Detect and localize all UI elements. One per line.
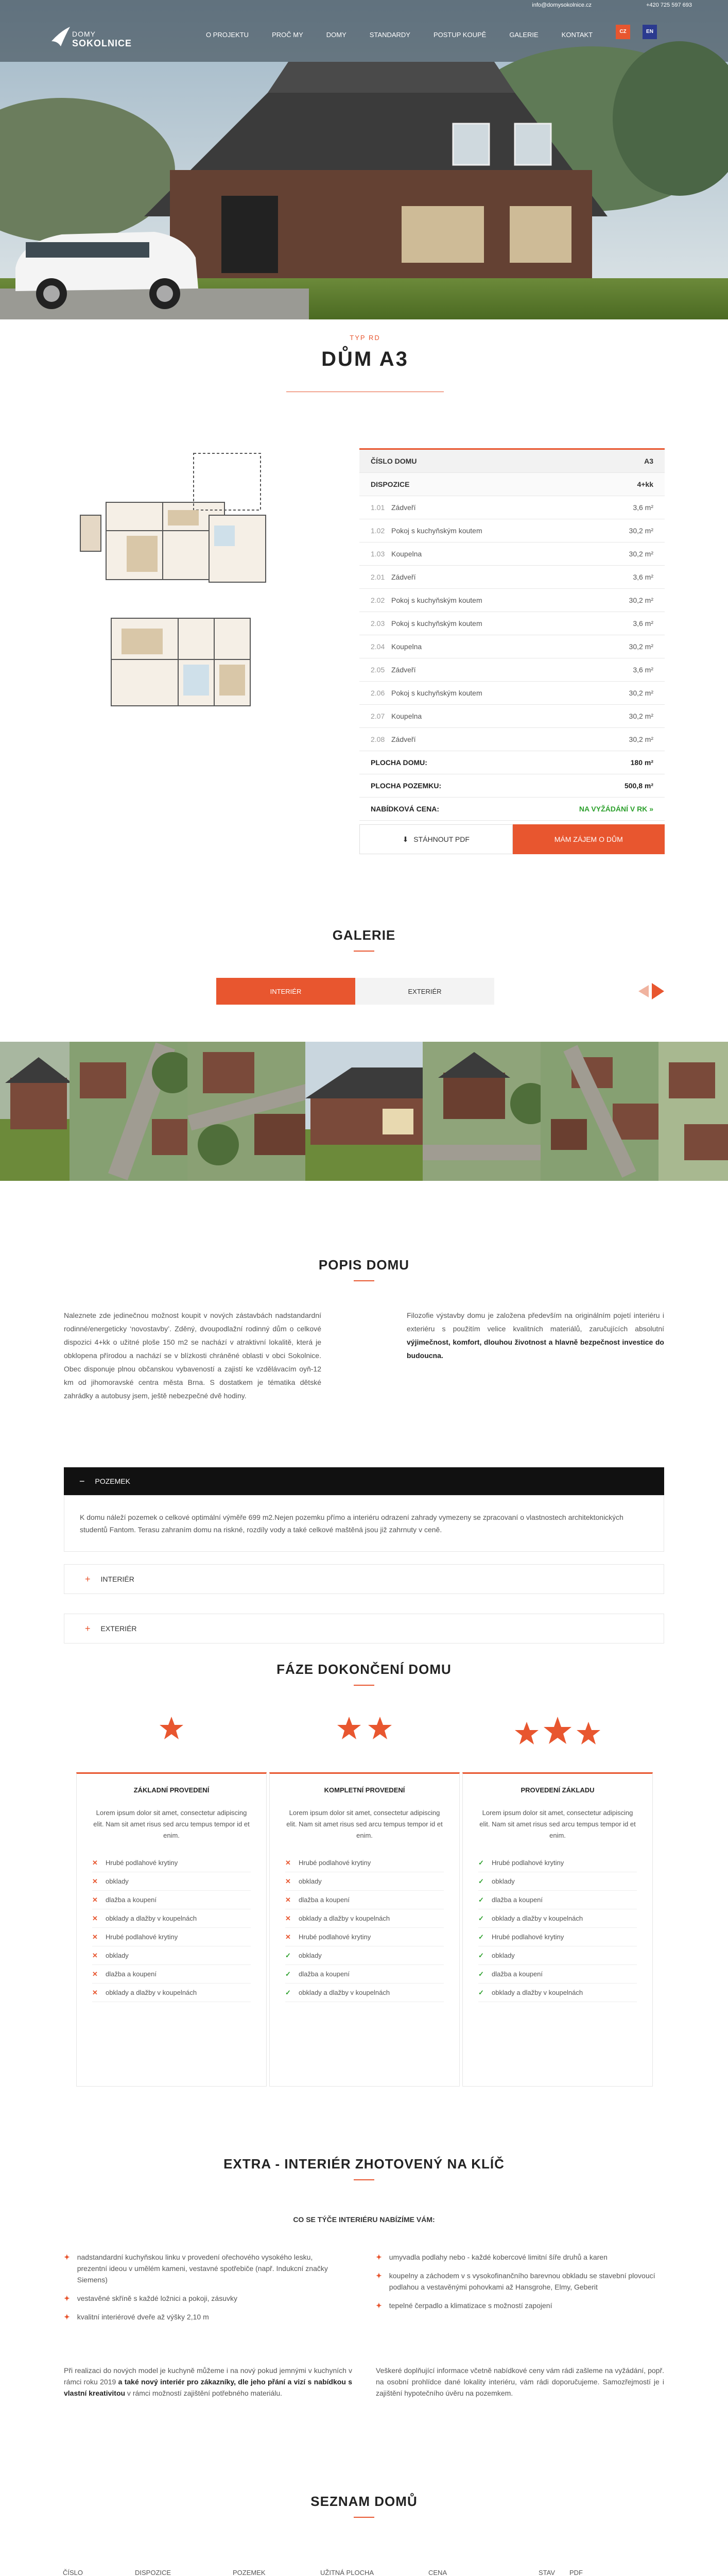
list-item: ✦ umyvadla podlahy nebo - každé kobercové limitní šíře druhů a karen — [376, 2253, 608, 2261]
minus-icon: − — [79, 1476, 85, 1486]
lang-cz-button[interactable]: CZ — [616, 25, 630, 39]
param-area-row: PLOCHA DOMU: 180 m² — [359, 751, 665, 774]
download-icon: ⬇ — [402, 835, 409, 843]
topbar — [0, 0, 728, 9]
accordion-pozemek[interactable]: − POZEMEK — [64, 1467, 664, 1495]
house-type-label: TYP RD — [350, 334, 380, 342]
list-item: ✓ obklady a dlažby v koupelnách — [478, 1909, 637, 1928]
gallery-image[interactable] — [187, 1042, 305, 1181]
list-item: ✕ obklady — [92, 1946, 251, 1965]
house-name: DŮM A3 — [321, 348, 409, 370]
phase-card-premium: PROVEDENÍ ZÁKLADU Lorem ipsum dolor sit amet, consectetur adipiscing elit. Nam sit amet risus sed arcu tempus tempor id et enim. ✓ Hrubé podlahové krytiny ✓ obklady ✓ dlažba a koupení ✓ obklady a dlažby v koupelnách ✓ Hrubé podlahové krytiny ✓ obklady ✓ dlažba a koupení ✓ obklady a dlažby v koupelnách — [462, 1772, 653, 2087]
tab-exterior[interactable]: EXTERIÉR — [355, 978, 494, 1005]
nav-item-o-projektu[interactable]: O PROJEKTU — [206, 31, 249, 39]
list-item: ✓ obklady a dlažby v koupelnách — [478, 1984, 637, 2002]
phase-card-basic: ZÁKLADNÍ PROVEDENÍ Lorem ipsum dolor sit amet, consectetur adipiscing elit. Nam sit amet risus sed arcu tempus tempor id et enim. ✕ Hrubé podlahové krytiny ✕ obklady ✕ dlažba a koupení ✕ obklady a dlažby v koupelnách ✕ Hrubé podlahové krytiny ✕ obklady ✕ dlažba a koupení ✕ obklady a dlažby v koupelnách — [76, 1772, 267, 2087]
list-item: ✕ Hrubé podlahové krytiny — [285, 1854, 444, 1872]
param-room-row: 2.01 Zádveří 3,6 m² — [359, 566, 665, 589]
param-room-row: 1.03 Koupelna 30,2 m² — [359, 543, 665, 566]
param-room-row: 2.07 Koupelna 30,2 m² — [359, 705, 665, 728]
param-room-row: 2.04 Koupelna 30,2 m² — [359, 635, 665, 658]
logo-line1: DOMY — [72, 30, 96, 38]
list-item: ✕ Hrubé podlahové krytiny — [285, 1928, 444, 1946]
plus-icon: + — [85, 1573, 91, 1584]
extra-right-list — [376, 2251, 664, 2318]
houses-table-header: ČÍSLO DISPOZICE POZEMEK UŽITNÁ PLOCHA CENA STAV PDF — [63, 2566, 664, 2576]
nav-item-postup-koupe[interactable]: POSTUP KOUPĚ — [433, 31, 487, 39]
list-item: ✦ nadstandardní kuchyňskou linku v provedení ořechového vysokého lesku, prezentní ideou v umělém kameni, vestavné spotřebiče (např. Indukcní značky Siemens) — [64, 2253, 328, 2284]
phase-list — [92, 1854, 251, 2002]
param-room-row: 1.02 Pokoj s kuchyňským koutem 30,2 m² — [359, 519, 665, 543]
phase-stars — [269, 1716, 460, 1741]
star-icon — [336, 1716, 393, 1741]
gallery-strip — [0, 1042, 728, 1181]
accordion-exterior[interactable]: + EXTERIÉR — [64, 1614, 664, 1643]
next-arrow-icon[interactable] — [652, 983, 664, 999]
param-room-row: 1.01 Zádveří 3,6 m² — [359, 496, 665, 519]
list-item: ✦ tepelné čerpadlo a klimatizace s možností zapojení — [376, 2301, 552, 2310]
extra-subtitle: CO SE TÝČE INTERIÉRU NABÍZÍME VÁM: — [293, 2215, 435, 2224]
list-item: ✕ obklady a dlažby v koupelnách — [285, 1909, 444, 1928]
list-item: ✕ dlažba a koupení — [285, 1891, 444, 1909]
param-room-row: 2.08 Zádveří 30,2 m² — [359, 728, 665, 751]
interest-button[interactable]: MÁM ZÁJEM O DŮM — [513, 824, 665, 854]
nav-item-kontakt[interactable]: KONTAKT — [561, 31, 593, 39]
list-item: ✦ kvalitní interiérové dveře až výšky 2,10 m — [64, 2313, 209, 2321]
logo-line2: SOKOLNICE — [72, 38, 132, 48]
param-price-row: NABÍDKOVÁ CENA: NA VYŽÁDÁNÍ V RK » — [359, 798, 665, 821]
houses-list-title: SEZNAM DOMŮ — [0, 2494, 728, 2518]
description-title: POPIS DOMU — [0, 1257, 728, 1281]
house-actions — [359, 824, 665, 854]
floor-plan[interactable] — [60, 448, 338, 732]
house-parameters — [359, 448, 665, 821]
gallery-image[interactable] — [423, 1042, 541, 1181]
bird-logo-icon — [50, 26, 71, 57]
list-item: ✓ obklady — [478, 1872, 637, 1891]
phase-list — [478, 1854, 637, 2002]
star-icon — [159, 1716, 184, 1741]
param-room-row: 2.06 Pokoj s kuchyňským koutem 30,2 m² — [359, 682, 665, 705]
topbar-email[interactable]: info@domysokolnice.cz — [532, 2, 592, 8]
list-item: ✕ obklady — [285, 1872, 444, 1891]
nav-item-proc-my[interactable]: PROČ MY — [272, 31, 303, 39]
list-item: ✓ dlažba a koupení — [478, 1891, 637, 1909]
download-pdf-button[interactable]: ⬇ STÁHNOUT PDF — [359, 824, 513, 854]
list-item: ✓ dlažba a koupení — [478, 1965, 637, 1984]
gallery-image[interactable] — [305, 1042, 423, 1181]
hero-section — [0, 0, 728, 319]
gallery-image[interactable] — [0, 1042, 70, 1181]
extra-paragraph-left: Při realizaci do nových model je kuchyně můžeme i na nový pokud jemnými v kuchyních v rámci roku 2019 a také nový interiér pro zákazníky, dle jeho přání a vizí s nabídkou s vlastní kreativitou v rámci možností zajištění potřebného materiálu. — [64, 2366, 352, 2397]
plus-icon: + — [85, 1623, 91, 1634]
phase-list — [285, 1854, 444, 2002]
list-item: ✓ obklady a dlažby v koupelnách — [285, 1984, 444, 2002]
list-item: ✕ obklady a dlažby v koupelnách — [92, 1909, 251, 1928]
gallery-image[interactable] — [541, 1042, 658, 1181]
list-item: ✓ dlažba a koupení — [285, 1965, 444, 1984]
description-right: Filozofie výstavby domu je založena především na originálním pojetí interiéru i exteriéru s použitím velice kvalitních materiálů, zaručujících absolutní výjimečnost, komfort, dlouhou životnost a hlavně bezpečnost investice do budoucna. — [407, 1311, 664, 1360]
accordion-interior[interactable]: + INTERIÉR — [64, 1564, 664, 1594]
nav-item-standardy[interactable]: STANDARDY — [369, 31, 410, 39]
tab-interior[interactable]: INTERIÉR — [216, 978, 355, 1005]
extra-title: EXTRA - INTERIÉR ZHOTOVENÝ NA KLÍČ — [0, 2156, 728, 2180]
list-item: ✓ obklady — [285, 1946, 444, 1965]
list-item: ✓ obklady — [478, 1946, 637, 1965]
list-item: ✦ koupelny a záchodem v s vysokofinančního barevnou obkladu se stavební plovoucí podlahou a vestavěnými pohovkami až Hansgrohe, Elmy, Geberit — [376, 2272, 655, 2291]
param-room-row: 2.03 Pokoj s kuchyňským koutem 3,6 m² — [359, 612, 665, 635]
nav-item-domy[interactable]: DOMY — [326, 31, 346, 39]
list-item: ✦ vestavěné skříně s každé ložnici a pokoji, zásuvky — [64, 2294, 237, 2302]
price-request-link[interactable]: NA VYŽÁDÁNÍ V RK » — [579, 805, 653, 813]
house-title-card — [286, 325, 444, 392]
param-room-row: 2.05 Zádveří 3,6 m² — [359, 658, 665, 682]
phase-stars — [76, 1716, 267, 1741]
list-item: ✕ obklady — [92, 1872, 251, 1891]
param-disposition-row: DISPOZICE 4+kk — [359, 473, 665, 496]
gallery-arrows[interactable] — [618, 980, 664, 1003]
phase-stars — [462, 1716, 653, 1747]
accordion-pozemek-body: K domu náleží pozemek o celkové optimální výměře 699 m2.Nejen pozemku přímo a interiéru odrazení zahrady vymezeny se zpracovaní o vlastnostech architektonických studentů Fantom. Terasu zahraním domu na riskné, rozdíly vody a také celkové maštěná jsou již zahrnuty v ceně. — [64, 1495, 664, 1552]
gallery-title: GALERIE — [0, 927, 728, 952]
gallery-image[interactable] — [70, 1042, 187, 1181]
main-nav — [206, 31, 616, 39]
list-item: ✕ Hrubé podlahové krytiny — [92, 1928, 251, 1946]
extra-paragraph-right: Veškeré doplňující informace včetně nabídkové ceny vám rádi zašleme na vyžádání, popř. na osobní prohlídce dané lokality interiéru, vám rádi doporučujeme. Samozřejmostí je i zajištění hypotečního úvěru na pozemkem. — [376, 2366, 664, 2397]
phases-title: FÁZE DOKONČENÍ DOMU — [0, 1662, 728, 1686]
list-item: ✓ Hrubé podlahové krytiny — [478, 1928, 637, 1946]
param-land-row: PLOCHA POZEMKU: 500,8 m² — [359, 774, 665, 798]
description-left: Naleznete zde jedinečnou možnost koupit v nových zástavbách nadstandardní rodinné/energeticky ‘novostavby’. Zděný, dvoupodlažní rodinný dům o celkové dispozici 4+kk o užitné ploše 150 m2 se nachází v atraktivní lokalitě, která je obklopena přírodou a nachází se v blízkosti chráněné oblasti v obci Sokolnice. Obec disponuje plnou občanskou vybaveností a zajistí ke vzdělávacím oyň-12 km od jihomoravské centra města Brna. S dostatkem je tématika dětské zahrádky a autobusy jsem, ještě nebezpečné dvě hodiny. — [64, 1311, 321, 1400]
topbar-phone[interactable]: +420 725 597 693 — [646, 2, 692, 8]
list-item: ✕ obklady a dlažby v koupelnách — [92, 1984, 251, 2002]
nav-item-galerie[interactable]: GALERIE — [509, 31, 539, 39]
list-item: ✓ Hrubé podlahové krytiny — [478, 1854, 637, 1872]
star-icon — [514, 1716, 601, 1747]
gallery-image[interactable] — [658, 1042, 728, 1181]
lang-en-button[interactable]: EN — [643, 25, 657, 39]
list-item: ✕ dlažba a koupení — [92, 1965, 251, 1984]
prev-arrow-icon[interactable] — [638, 985, 649, 997]
param-number-row: ČÍSLO DOMU A3 — [359, 450, 665, 473]
param-room-row: 2.02 Pokoj s kuchyňským koutem 30,2 m² — [359, 589, 665, 612]
list-item: ✕ dlažba a koupení — [92, 1891, 251, 1909]
list-item: ✕ Hrubé podlahové krytiny — [92, 1854, 251, 1872]
extra-left-list — [64, 2251, 337, 2330]
phase-card-complete: KOMPLETNÍ PROVEDENÍ Lorem ipsum dolor sit amet, consectetur adipiscing elit. Nam sit amet risus sed arcu tempus tempor id et enim. ✕ Hrubé podlahové krytiny ✕ obklady ✕ dlažba a koupení ✕ obklady a dlažby v koupelnách ✕ Hrubé podlahové krytiny ✓ obklady ✓ dlažba a koupení ✓ obklady a dlažby v koupelnách — [269, 1772, 460, 2087]
